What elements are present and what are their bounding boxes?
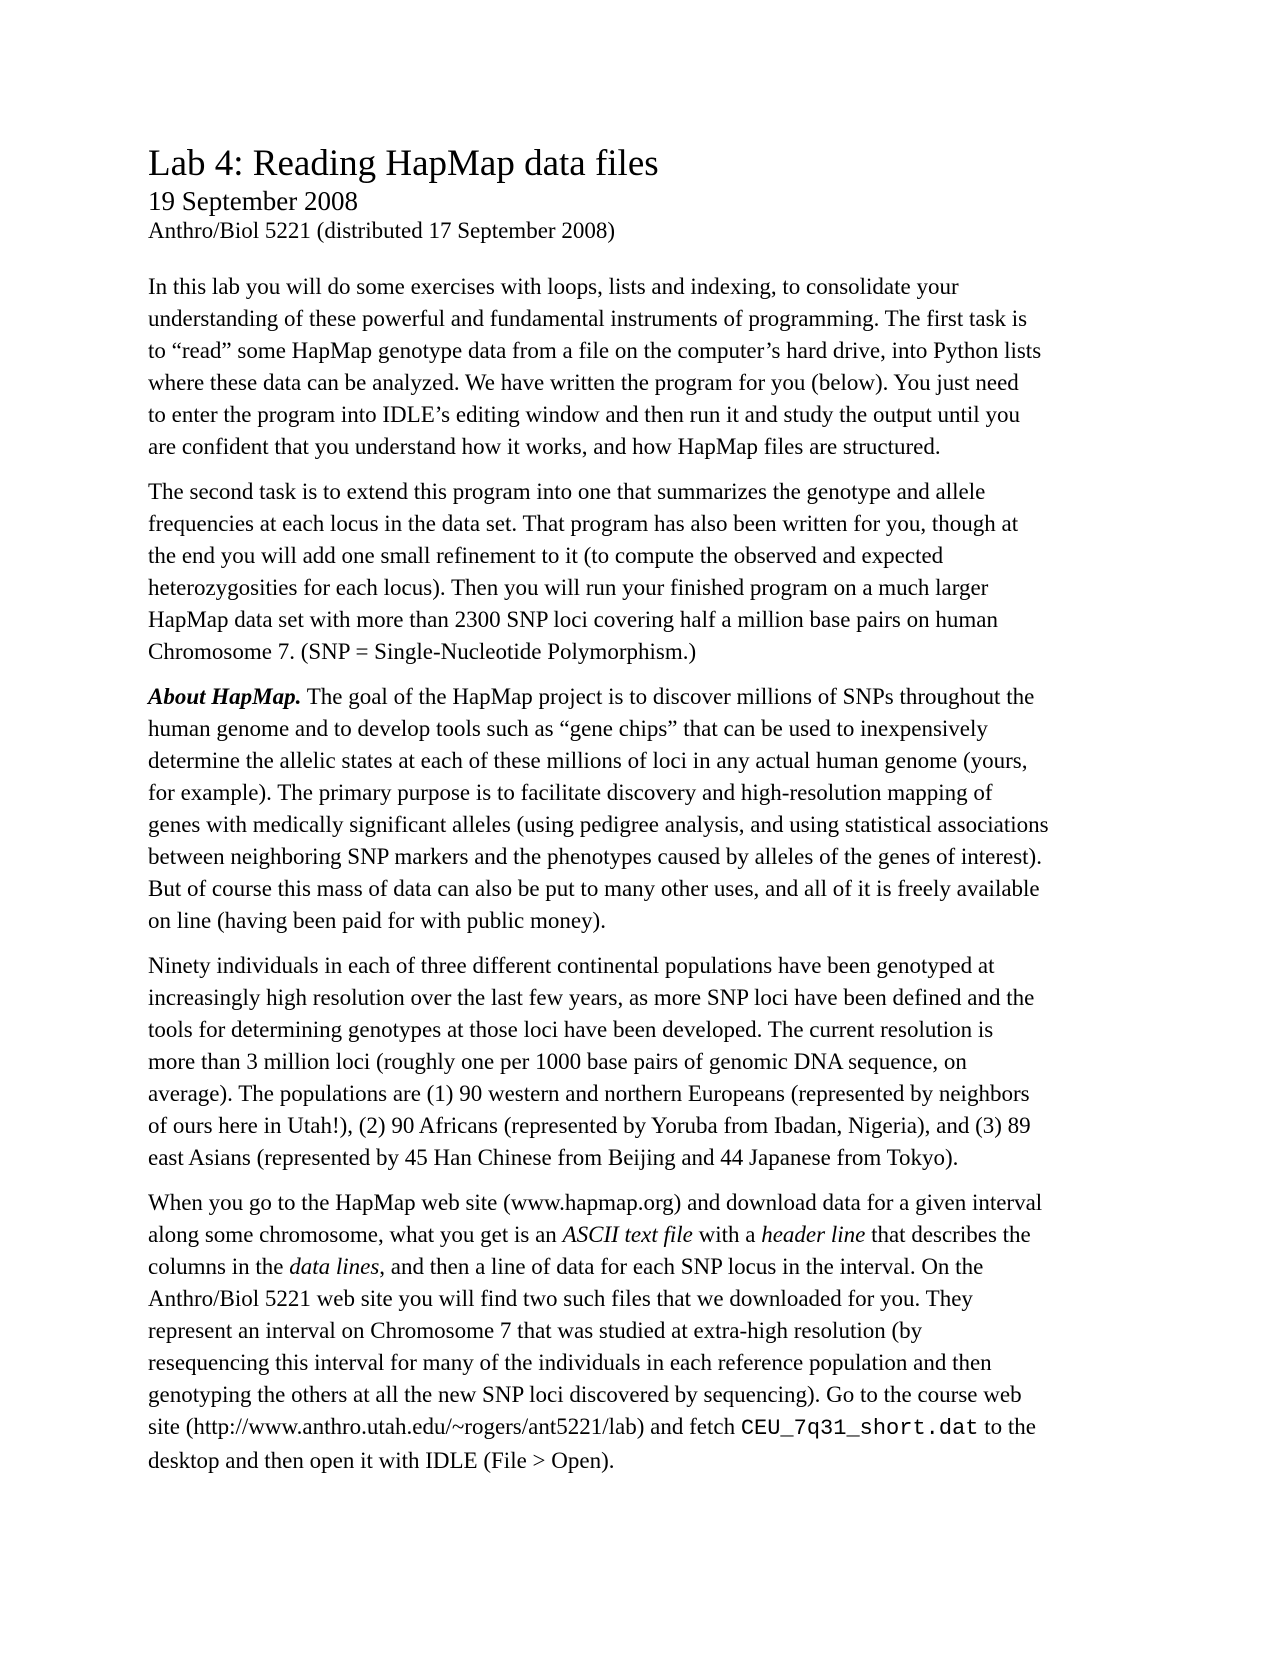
filename-code: CEU_7q31_short.dat: [740, 1416, 979, 1441]
text-line: genotyping the others at all the new SNP loci discovered by sequencing). Go to the course web: [148, 1382, 1022, 1407]
document-page: [148, 142, 1138, 1477]
text-line: for example). The primary purpose is to facilitate discovery and high-resolution mapping of: [148, 780, 993, 805]
document-title: Lab 4: Reading HapMap data files: [148, 143, 659, 184]
text-line: genes with medically significant alleles (using pedigree analysis, and using statistical associations: [148, 812, 1049, 837]
paragraph-second-task: [148, 476, 1138, 668]
section-lead-in: About HapMap.: [148, 684, 302, 709]
paragraph-intro: [148, 271, 1138, 463]
text-line: When you go to the HapMap web site (www.hapmap.org) and download data for a given interval: [148, 1190, 1043, 1215]
emphasis-term: data lines: [289, 1254, 380, 1279]
text-line: between neighboring SNP markers and the phenotypes caused by alleles of the genes of interest).: [148, 844, 1042, 869]
text-line: east Asians (represented by 45 Han Chinese from Beijing and 44 Japanese from Tokyo).: [148, 1145, 959, 1170]
text-span: columns in the: [148, 1254, 290, 1279]
text-line: In this lab you will do some exercises with loops, lists and indexing, to consolidate your: [148, 274, 959, 299]
text-line: [148, 681, 1138, 713]
text-line: [148, 1411, 1138, 1445]
text-span: , and then a line of data for each SNP locus in the interval. On the: [379, 1254, 984, 1279]
paragraph-about-hapmap: [148, 681, 1138, 937]
text-line: But of course this mass of data can also be put to many other uses, and all of it is freely available: [148, 876, 1040, 901]
text-line: resequencing this interval for many of the individuals in each reference population and then: [148, 1350, 992, 1375]
text-line: [148, 1251, 1138, 1283]
text-line: HapMap data set with more than 2300 SNP loci covering half a million base pairs on human: [148, 607, 998, 632]
text-line: The second task is to extend this program into one that summarizes the genotype and allele: [148, 479, 986, 504]
text-line: Ninety individuals in each of three different continental populations have been genotyped at: [148, 953, 995, 978]
text-line: more than 3 million loci (roughly one per 1000 base pairs of genomic DNA sequence, on: [148, 1049, 967, 1074]
text-line: average). The populations are (1) 90 western and northern Europeans (represented by neighbors: [148, 1081, 1030, 1106]
text-line: to enter the program into IDLE’s editing window and then run it and study the output until you: [148, 402, 1020, 427]
text-line: Anthro/Biol 5221 web site you will find two such files that we downloaded for you. They: [148, 1286, 973, 1311]
text-span: The goal of the HapMap project is to discover millions of SNPs throughout the: [301, 684, 1035, 709]
text-line: the end you will add one small refinement to it (to compute the observed and expected: [148, 543, 944, 568]
text-line: on line (having been paid for with public money).: [148, 908, 606, 933]
text-line: of ours here in Utah!), (2) 90 Africans (represented by Yoruba from Ibadan, Nigeria), and (3) 89: [148, 1113, 1031, 1138]
text-line: [148, 1219, 1138, 1251]
text-span: to the: [978, 1414, 1036, 1439]
text-line: human genome and to develop tools such as “gene chips” that can be used to inexpensively: [148, 716, 988, 741]
text-span: that describes the: [865, 1222, 1031, 1247]
text-span: with a: [692, 1222, 762, 1247]
paragraph-download: [148, 1187, 1138, 1477]
emphasis-term: header line: [761, 1222, 866, 1247]
text-line: to “read” some HapMap genotype data from a file on the computer’s hard drive, into Python lists: [148, 338, 1042, 363]
document-date: 19 September 2008: [148, 186, 358, 216]
text-span: site (http://www.anthro.utah.edu/~rogers/ant5221/lab) and fetch: [148, 1414, 741, 1439]
text-line: tools for determining genotypes at those loci have been developed. The current resolution is: [148, 1017, 994, 1042]
emphasis-term: ASCII text file: [562, 1222, 693, 1247]
text-line: where these data can be analyzed. We have written the program for you (below). You just need: [148, 370, 1019, 395]
paragraph-populations: [148, 950, 1138, 1174]
text-line: represent an interval on Chromosome 7 that was studied at extra-high resolution (by: [148, 1318, 923, 1343]
text-line: determine the allelic states at each of these millions of loci in any actual human genome (yours,: [148, 748, 1028, 773]
text-line: frequencies at each locus in the data set. That program has also been written for you, though at: [148, 511, 1019, 536]
text-line: Chromosome 7. (SNP = Single-Nucleotide Polymorphism.): [148, 639, 697, 664]
text-span: along some chromosome, what you get is an: [148, 1222, 563, 1247]
course-line: Anthro/Biol 5221 (distributed 17 September 2008): [148, 218, 615, 243]
text-line: increasingly high resolution over the last few years, as more SNP loci have been defined and the: [148, 985, 1035, 1010]
text-line: heterozygosities for each locus). Then you will run your finished program on a much larger: [148, 575, 989, 600]
text-line: desktop and then open it with IDLE (File > Open).: [148, 1448, 615, 1473]
text-line: are confident that you understand how it works, and how HapMap files are structured.: [148, 434, 941, 459]
text-line: understanding of these powerful and fundamental instruments of programming. The first task is: [148, 306, 1028, 331]
